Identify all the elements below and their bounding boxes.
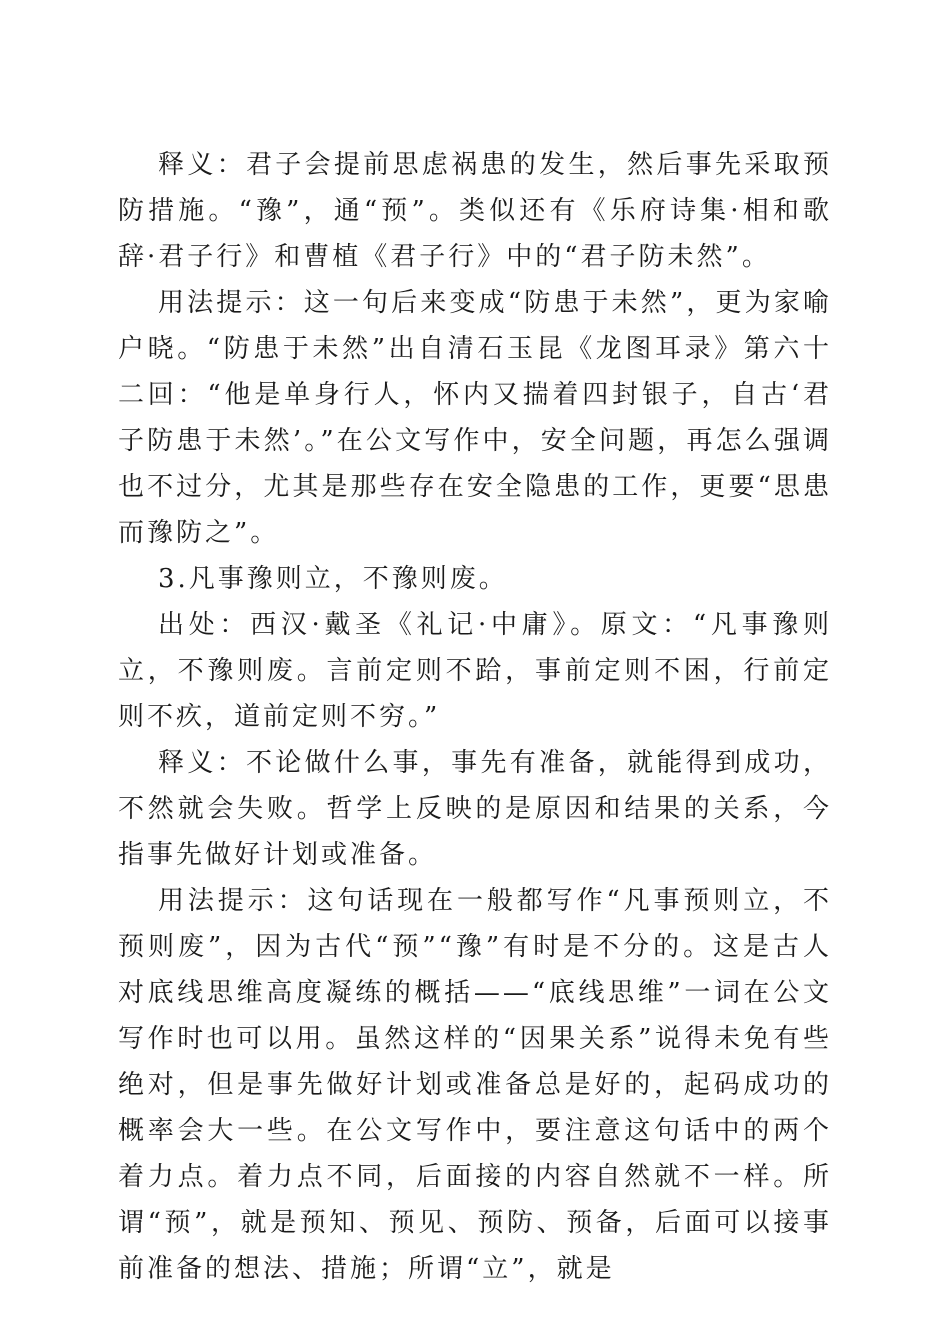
- paragraph-yongfa-3: 用法提示：这句话现在一般都写作“凡事预则立，不预则废”，因为古代“预”“豫”有时是不分的。这是古人对底线思维高度凝练的概括——“底线思维”一词在公文写作时也可以用。虽然这样的“因果关系”说得未免有些绝对，但是事先做好计划或准备总是好的，起码成功的概率会大一些。在公文写作中，要注意这句话中的两个着力点。着力点不同，后面接的内容自然就不一样。所谓“预”，就是预知、预见、预防、预备，后面可以接事前准备的想法、措施；所谓“立”，就是: [118, 886, 832, 1284]
- document-body: [118, 142, 832, 1292]
- paragraph-yongfa-1: 用法提示：这一句后来变成“防患于未然”，更为家喻户晓。“防患于未然”出自清石玉昆《龙图耳录》第六十二回：“他是单身行人，怀内又揣着四封银子，自古‘君子防患于未然’。”在公文写作中，安全问题，再怎么强调也不过分，尤其是那些存在安全隐患的工作，更要“思患而豫防之”。: [118, 288, 832, 548]
- paragraph-shiyi-3: 释义：不论做什么事，事先有准备，就能得到成功，不然就会失败。哲学上反映的是原因和结果的关系，今指事先做好计划或准备。: [118, 748, 832, 870]
- paragraph-heading-3: 3.凡事豫则立，不豫则废。: [158, 564, 508, 594]
- paragraph-shiyi-1: 释义：君子会提前思虑祸患的发生，然后事先采取预防措施。“豫”，通“预”。类似还有《乐府诗集·相和歌辞·君子行》和曹植《君子行》中的“君子防未然”。: [118, 150, 832, 272]
- paragraph-chuchu-3: 出处：西汉·戴圣《礼记·中庸》。原文：“凡事豫则立，不豫则废。言前定则不跲，事前定则不困，行前定则不疚，道前定则不穷。”: [118, 610, 832, 732]
